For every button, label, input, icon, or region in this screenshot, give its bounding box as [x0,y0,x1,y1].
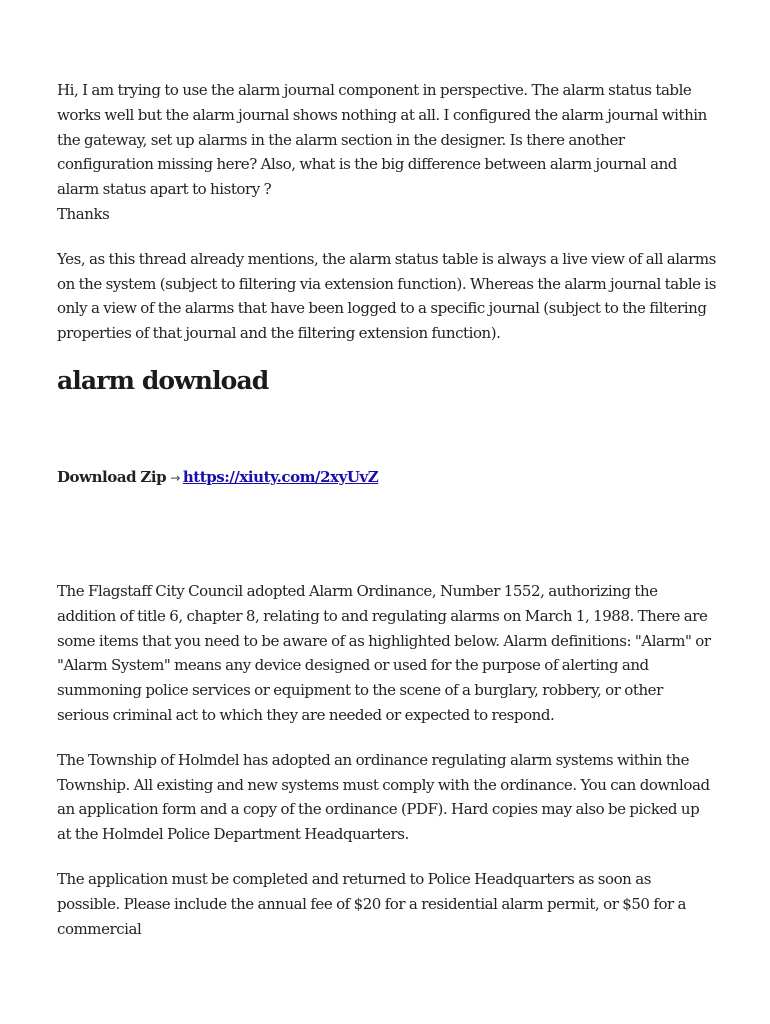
answer-paragraph: Yes, as this thread already mentions, the alarm status table is always a live view of all alarms on the system (subject to filtering via extension function). Whereas the alarm journal table is only a view of the alarms that have been logged to a specific journal (subject to the filtering properties of that journal and the filtering extension function). [57,249,717,343]
paragraph-application: The application must be completed and returned to Police Headquarters as soon as possible. Please include the annual fee of $20 for a residential alarm permit, or $50 for a commercial [57,869,687,938]
article-body [57,78,717,961]
section-body [57,579,717,941]
thanks-text: Thanks [57,204,110,223]
arrow-icon: → [170,470,180,485]
download-label: Download Zip [57,467,167,486]
paragraph-flagstaff: The Flagstaff City Council adopted Alarm Ordinance, Number 1552, authorizing the addition of title 6, chapter 8, relating to and regulating alarms on March 1, 1988. There are some items that you need to be aware of as highlighted below. Alarm definitions: "Alarm" or "Alarm System" means any device designed or used for the purpose of alerting and summoning police services or equipment to the scene of a burglary, robbery, or other serious criminal act to which they are needed or expected to respond. [57,581,711,724]
download-line [57,465,717,490]
question-text: Hi, I am trying to use the alarm journal component in perspective. The alarm status table works well but the alarm journal shows nothing at all. I configured the alarm journal within the gateway, set up alarms in the alarm section in the designer. Is there another configuration missing here? Also, what is the big difference between alarm journal and alarm status apart to history ? [57,81,707,199]
paragraph-holmdel: The Township of Holmdel has adopted an ordinance regulating alarm systems within the Township. All existing and new systems must comply with the ordinance. You can download an application form and a copy of the ordinance (PDF). Hard copies may also be picked up at the Holmdel Police Department Headquarters. [57,750,710,844]
intro-paragraph [57,78,717,227]
download-link[interactable]: https://xiuty.com/2xyUvZ [182,467,379,486]
section-heading: alarm download [57,365,269,395]
